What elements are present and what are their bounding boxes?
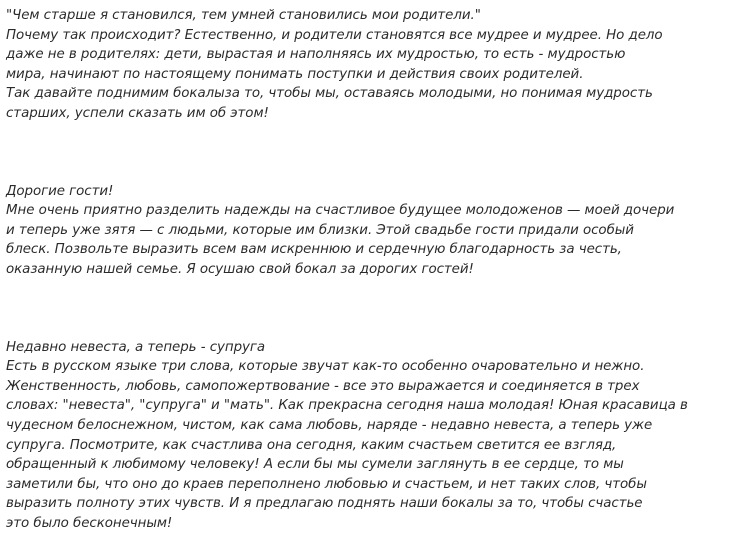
- text-line: чудесном белоснежном, чистом, как сама любовь, наряде - недавно невеста, а теперь уже: [6, 417, 653, 433]
- paragraph-heading: Недавно невеста, а теперь - супруга: [6, 339, 266, 355]
- paragraph-heading: Дорогие гости!: [6, 183, 114, 199]
- text-line: заметили бы, что оно до краев переполнено любовью и счастьем, и нет таких слов, чтобы: [6, 476, 647, 492]
- text-line: это было бесконечным!: [6, 515, 173, 531]
- text-line: Так давайте поднимим бокалыза то, чтобы мы, оставаясь молодыми, но понимая мудрость: [6, 86, 653, 102]
- text-line: Мне очень приятно разделить надежды на счастливое будущее молодоженов — моей дочери: [6, 203, 675, 219]
- paragraph-gap: [6, 280, 730, 338]
- text-line: оказанную нашей семье. Я осушаю свой бокал за дорогих гостей!: [6, 261, 474, 277]
- text-line: старших, успели сказать им об этом!: [6, 105, 269, 121]
- text-line: даже не в родителях: дети, вырастая и наполняясь их мудростью, то есть - мудростью: [6, 47, 626, 63]
- text-line: словах: "невеста", "супруга" и "мать". Как прекрасна сегодня наша молодая! Юная красавица в: [6, 398, 688, 414]
- paragraph-gap: [6, 124, 730, 182]
- text-line: обращенный к любимому человеку! А если бы мы сумели заглянуть в ее сердце, то мы: [6, 457, 624, 473]
- text-line: блеск. Позвольте выразить всем вам искреннюю и сердечную благодарность за честь,: [6, 242, 622, 258]
- text-line: мира, начинают по настоящему понимать поступки и действия своих родителей.: [6, 66, 584, 82]
- text-line: Есть в русском языке три слова, которые звучат как-то особенно очаровательно и нежно.: [6, 359, 645, 375]
- text-line: выразить полноту этих чувств. И я предлагаю поднять наши бокалы за то, чтобы счастье: [6, 496, 643, 512]
- text-line: и теперь уже зятя — с людьми, которые им близки. Этой свадьбе гости придали особый: [6, 222, 634, 238]
- text-line: Почему так происходит? Естественно, и родители становятся все мудрее и мудрее. Но дело: [6, 27, 663, 43]
- text-line: "Чем старше я становился, тем умней становились мои родители.": [6, 8, 481, 23]
- toast-bride-spouse: [6, 338, 730, 534]
- toast-dear-guests: [6, 182, 730, 280]
- text-line: супруга. Посмотрите, как счастлива она сегодня, каким счастьем светится ее взгляд,: [6, 437, 617, 453]
- document-body: [6, 6, 730, 533]
- text-line: Женственность, любовь, самопожертвование - все это выражается и соединяется в трех: [6, 378, 640, 394]
- toast-parents: [6, 6, 730, 124]
